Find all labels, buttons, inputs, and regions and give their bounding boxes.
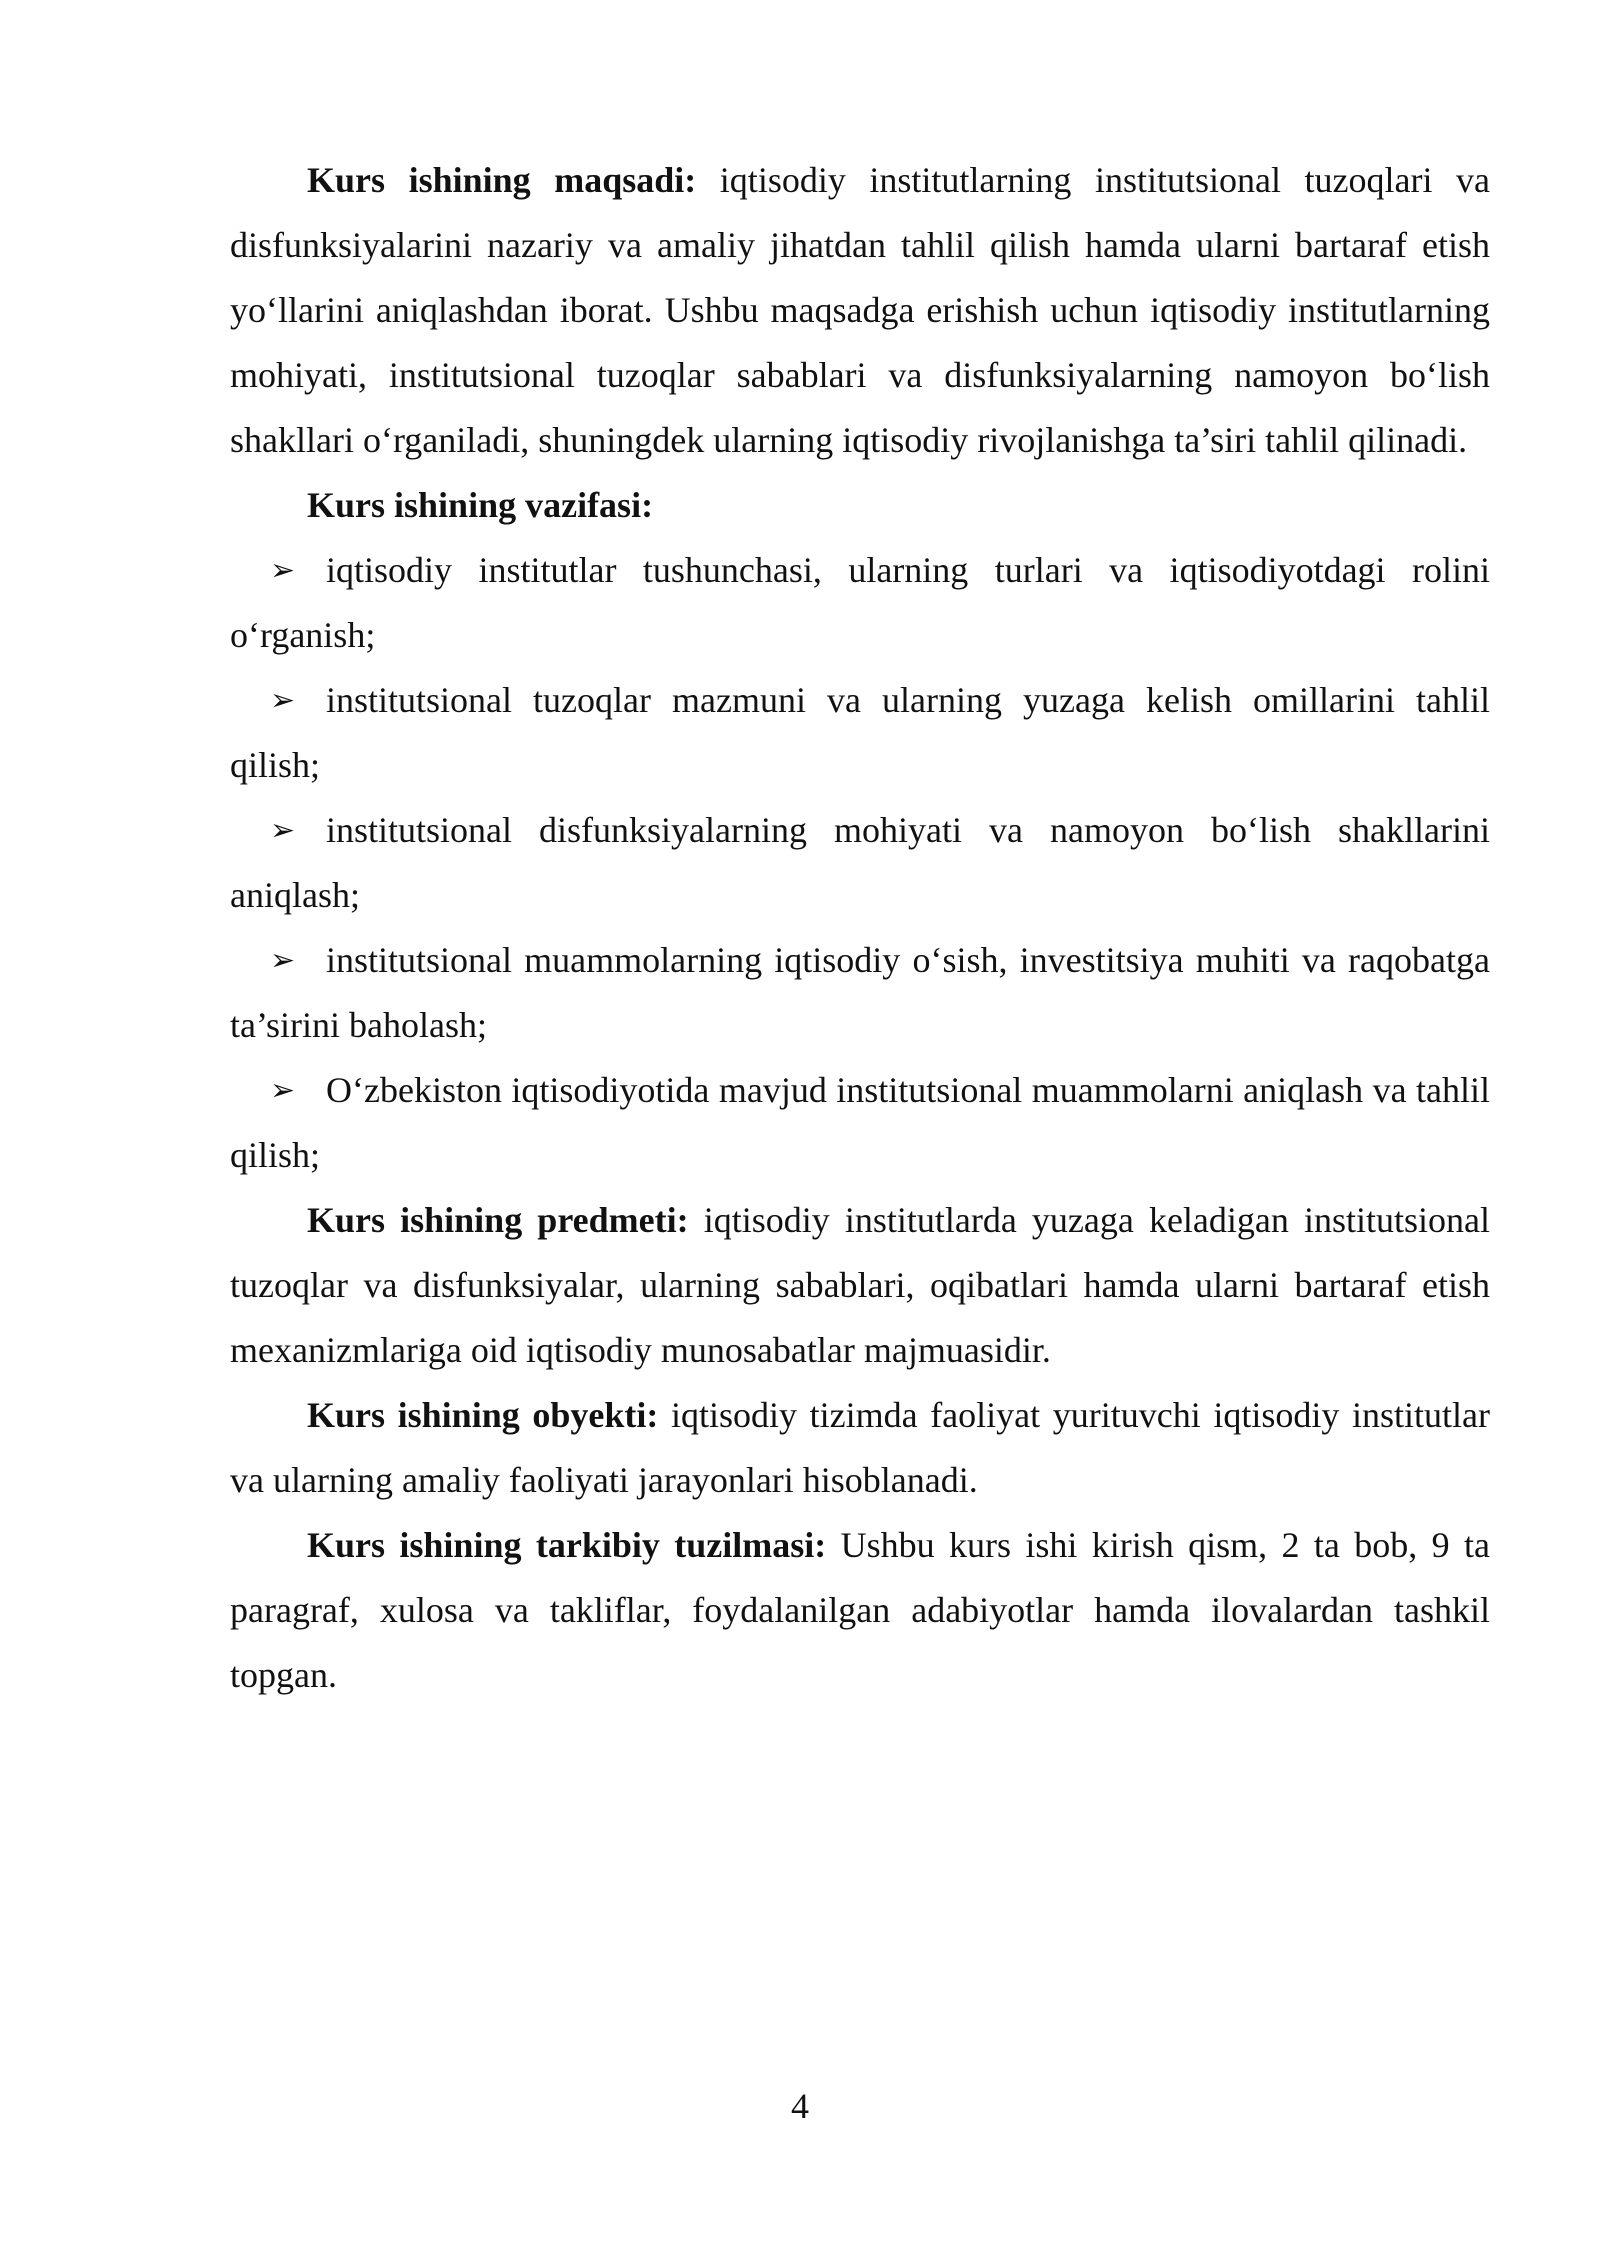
task-item — [230, 668, 1490, 798]
structure-paragraph — [230, 1513, 1490, 1708]
task-item — [230, 798, 1490, 928]
arrowhead-bullet-icon: ➢ — [270, 943, 296, 978]
tasks-heading: Kurs ishining vazifasi: — [307, 485, 654, 525]
task-text: institutsional tuzoqlar mazmuni va ularning yuzaga kelish omillarini tahlil qilish; — [230, 680, 1490, 785]
task-text: institutsional disfunksiyalarning mohiyati va namoyon bo‘lish shakllarini aniqlash; — [230, 810, 1490, 915]
purpose-label: Kurs ishining maqsadi: — [307, 160, 697, 200]
arrowhead-bullet-icon: ➢ — [270, 1073, 296, 1108]
subject-text: iqtisodiy institutlarda yuzaga keladigan institutsional tuzoqlar va disfunksiyalar, ularning sabablari, oqibatlari hamda ularni bartaraf etish mexanizmlariga oid iqtisodiy munosabatlar majmuasidir. — [230, 1200, 1491, 1370]
task-item — [230, 1058, 1490, 1188]
subject-paragraph — [230, 1188, 1490, 1383]
subject-label: Kurs ishining predmeti: — [307, 1200, 689, 1240]
task-item — [230, 928, 1490, 1058]
object-paragraph — [230, 1383, 1490, 1513]
task-text: institutsional muammolarning iqtisodiy o‘sish, investitsiya muhiti va raqobatga ta’sirini baholash; — [230, 940, 1490, 1045]
task-text: O‘zbekiston iqtisodiyotida mavjud institutsional muammolarni aniqlash va tahlil qilish; — [230, 1070, 1490, 1175]
object-label: Kurs ishining obyekti: — [307, 1395, 659, 1435]
structure-text: Ushbu kurs ishi kirish qism, 2 ta bob, 9 ta paragraf, xulosa va takliflar, foydalanilgan adabiyotlar hamda ilovalardan tashkil topgan. — [230, 1525, 1490, 1695]
document-page — [230, 148, 1490, 1708]
object-text: iqtisodiy tizimda faoliyat yurituvchi iqtisodiy institutlar va ularning amaliy faoliyati jarayonlari hisoblanadi. — [230, 1395, 1490, 1500]
arrowhead-bullet-icon: ➢ — [270, 553, 296, 588]
purpose-paragraph — [230, 148, 1490, 473]
task-item — [230, 538, 1490, 668]
arrowhead-bullet-icon: ➢ — [270, 683, 296, 718]
structure-label: Kurs ishining tarkibiy tuzilmasi: — [307, 1525, 827, 1565]
task-text: iqtisodiy institutlar tushunchasi, ularning turlari va iqtisodiyotdagi rolini o‘rganish; — [230, 550, 1490, 655]
purpose-text: iqtisodiy institutlarning institutsional tuzoqlari va disfunksiyalarini nazariy va amaliy jihatdan tahlil qilish hamda ularni bartaraf etish yo‘llarini aniqlashdan iborat. Ushbu maqsadga erishish uchun iqtisodiy institutlarning mohiyati, institutsional tuzoqlar sabablari va disfunksiyalarning namoyon bo‘lish shakllari o‘rganiladi, shuningdek ularning iqtisodiy rivojlanishga ta’siri tahlil qilinadi. — [230, 160, 1491, 460]
arrowhead-bullet-icon: ➢ — [270, 813, 296, 848]
page-number: 4 — [791, 2086, 809, 2126]
